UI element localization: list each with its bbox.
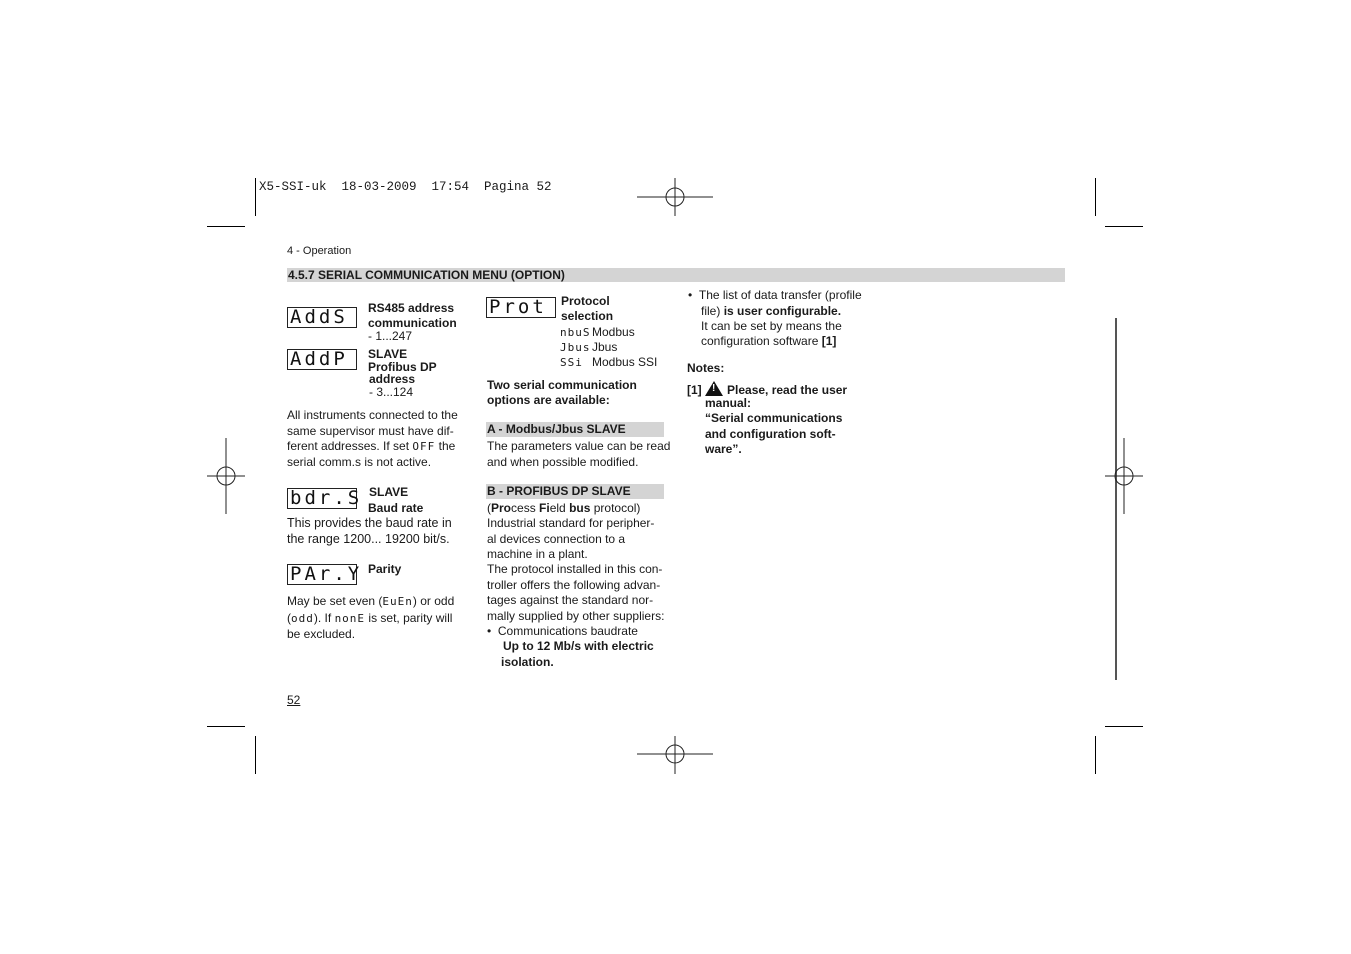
protocol-option-modbus: nbuS Modbus xyxy=(560,325,635,339)
bullet-dot: • xyxy=(688,288,693,302)
prot-label-2: selection xyxy=(561,309,614,323)
two-options-line-1: Two serial communication xyxy=(487,378,637,392)
col3-bullet-line-1: • The list of data transfer (profile xyxy=(688,288,862,302)
para1-line-4: serial comm.s is not active. xyxy=(287,455,432,469)
off-segment: OFF xyxy=(412,440,436,453)
protocol-option-modbus-ssi: SSi Modbus SSI xyxy=(560,355,658,369)
bdrs-label-2: Baud rate xyxy=(368,501,424,515)
bullet-bold-line-1: Up to 12 Mb/s with electric xyxy=(503,639,654,653)
col3-bullet-line-3: It can be set by means the xyxy=(701,319,842,333)
a-text-line-2: and when possible modified. xyxy=(487,455,639,469)
para2-line-2: the range 1200... 19200 bit/s. xyxy=(287,532,450,546)
col3-bullet-line-4: configuration software [1] xyxy=(701,334,837,348)
note-line-3: “Serial communications xyxy=(705,411,843,425)
para3-line-2: (odd). If nonE is set, parity will xyxy=(287,611,453,625)
adds-range: - 1...247 xyxy=(368,329,413,343)
section-a-title: A - Modbus/Jbus SLAVE xyxy=(486,422,664,437)
b-text-line-3: machine in a plant. xyxy=(487,547,588,561)
bdrs-label-1: SLAVE xyxy=(369,485,409,499)
bullet-baudrate: • Communications baudrate xyxy=(487,624,638,638)
protocol-option-jbus: Jbus Jbus xyxy=(560,340,618,354)
b-text-line-2: al devices connection to a xyxy=(487,532,626,546)
notes-title: Notes: xyxy=(687,361,725,375)
addp-label-2: Profibus DP xyxy=(368,360,437,374)
b-text-line-6: tages against the standard nor- xyxy=(487,593,654,607)
profibus-acronym: (Process Field bus protocol) xyxy=(487,501,641,515)
page-title: 4.5.7 SERIAL COMMUNICATION MENU (OPTION) xyxy=(287,268,1065,282)
even-segment: EuEn xyxy=(382,595,413,608)
col3-bullet-line-2: file) is user configurable. xyxy=(701,304,842,318)
a-text-line-1: The parameters value can be read xyxy=(487,439,671,453)
lcd-prot-display: Prot xyxy=(486,297,556,318)
odd-segment: odd xyxy=(291,612,314,625)
note-1: [1] ! Please, read the user xyxy=(687,381,847,399)
section-label: 4 - Operation xyxy=(287,245,352,257)
parity-label: Parity xyxy=(368,562,402,576)
note-line-4: and configuration soft- xyxy=(705,427,836,441)
adds-label-2: communication xyxy=(368,316,457,330)
section-b-title: B - PROFIBUS DP SLAVE xyxy=(486,484,664,499)
addp-label-3: address xyxy=(369,372,416,386)
print-header: X5-SSI-uk 18-03-2009 17:54 Pagina 52 xyxy=(259,180,552,194)
para3-line-3: be excluded. xyxy=(287,627,356,641)
adds-label-1: RS485 address xyxy=(368,301,455,315)
page-number: 52 xyxy=(287,693,301,707)
lcd-bdrs-display: bdr.S xyxy=(287,488,357,509)
para1-line-2: same supervisor must have dif- xyxy=(287,424,454,438)
two-options-line-2: options are available: xyxy=(487,393,610,407)
note-line-2: manual: xyxy=(705,396,752,410)
bullet-dot: • xyxy=(487,624,492,638)
para2-line-1: This provides the baud rate in xyxy=(287,516,452,530)
note-line-5: ware”. xyxy=(705,442,742,456)
addp-range: - 3...124 xyxy=(369,385,414,399)
lcd-addp-display: AddP xyxy=(287,349,357,370)
warning-icon xyxy=(705,381,723,396)
b-text-line-7: mally supplied by other suppliers: xyxy=(487,609,665,623)
b-text-line-5: troller offers the following advan- xyxy=(487,578,661,592)
none-segment: nonE xyxy=(334,612,366,625)
b-text-line-1: Industrial standard for peripher- xyxy=(487,516,655,530)
bullet-bold-line-2: isolation. xyxy=(501,655,554,669)
para3-line-1: May be set even (EuEn) or odd xyxy=(287,594,455,608)
para1-line-1: All instruments connected to the xyxy=(287,408,458,422)
addp-label-1: SLAVE xyxy=(368,347,408,361)
lcd-pary-display: PAr.Y xyxy=(287,564,357,585)
lcd-adds-display: AddS xyxy=(287,307,357,328)
b-text-line-4: The protocol installed in this con- xyxy=(487,562,663,576)
para1-line-3: ferent addresses. If set OFF the xyxy=(287,439,456,453)
prot-label-1: Protocol xyxy=(561,294,610,308)
